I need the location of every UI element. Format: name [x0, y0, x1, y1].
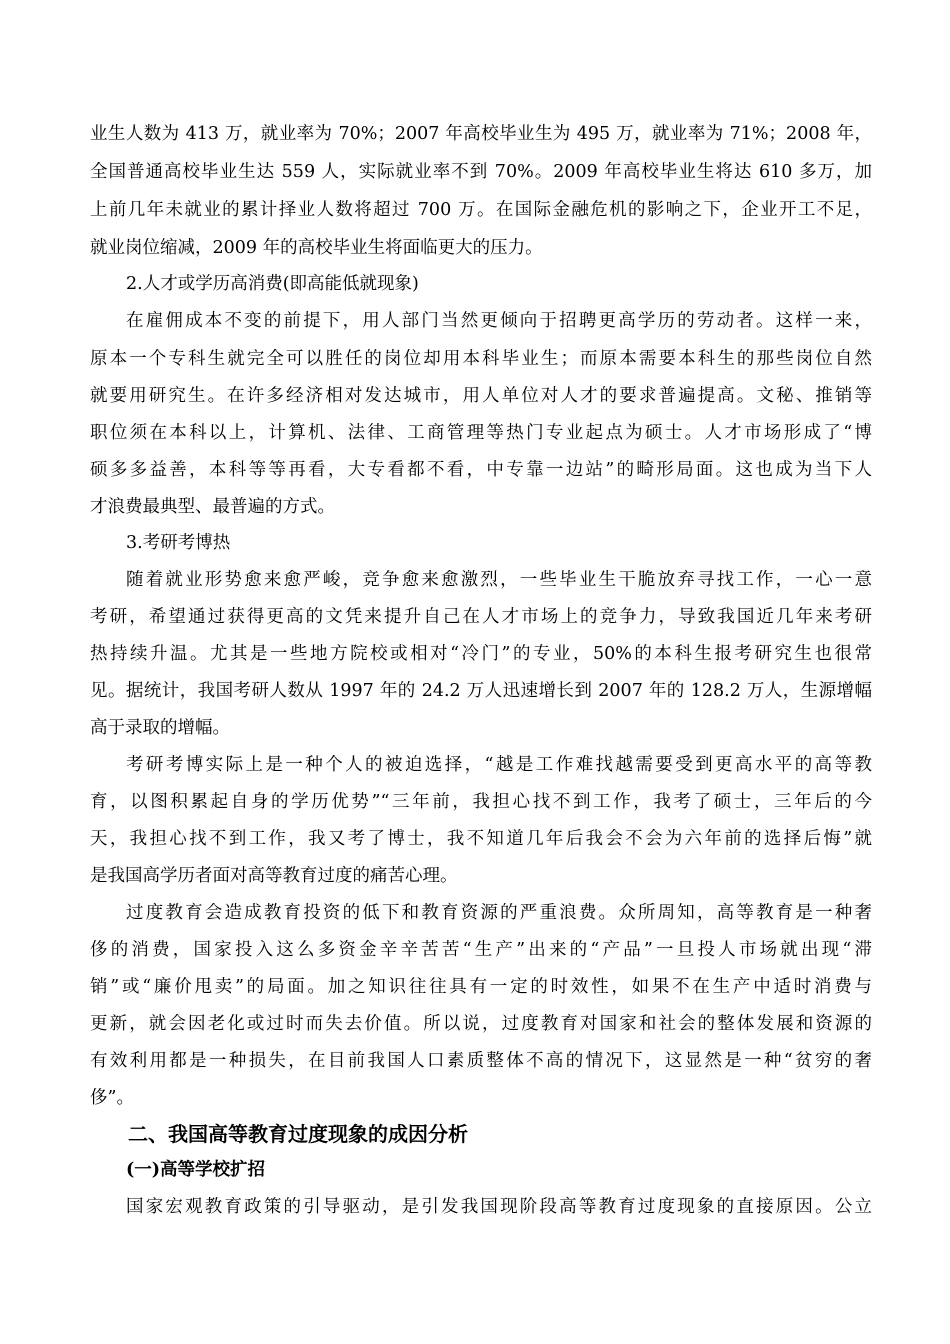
- paragraph-line: 育，以图积累起自身的学历优势”“三年前，我担心找不到工作，我考了硕士，三年后的今: [90, 792, 872, 812]
- paragraph-line: 全国普通高校毕业生达 559 人，实际就业率不到 70%。2009 年高校毕业生将达 610 多万，加: [90, 162, 872, 182]
- paragraph-line: 就业岗位缩减，2009 年的高校毕业生将面临更大的压力。: [90, 238, 543, 258]
- paragraph-line: 业生人数为 413 万，就业率为 70%；2007 年高校毕业生为 495 万，就业率为 71%；2008 年，: [90, 124, 872, 144]
- subsection-heading: (一)高等学校扩招: [126, 1160, 266, 1180]
- paragraph-line: 高于录取的增幅。: [90, 718, 230, 738]
- paragraph-line: 随着就业形势愈来愈严峻，竞争愈来愈激烈，一些毕业生干脆放弃寻找工作，一心一意: [126, 570, 872, 590]
- paragraph-line: 有效利用都是一种损失，在目前我国人口素质整体不高的情况下，这显然是一种“贫穷的奢: [90, 1051, 872, 1071]
- paragraph-line: 硕多多益善，本科等等再看，大专看都不看，中专靠一边站”的畸形局面。这也成为当下人: [90, 460, 872, 480]
- paragraph-line: 是我国高学历者面对高等教育过度的痛苦心理。: [90, 866, 458, 886]
- subheading-talent-overconsumption: 2.人才或学历高消费(即高能低就现象): [126, 274, 419, 294]
- paragraph-line: 考研考博实际上是一种个人的被迫选择，“越是工作难找越需要受到更高水平的高等教: [126, 755, 872, 775]
- paragraph-line: 就要用研究生。在许多经济相对发达城市，用人单位对人才的要求普遍提高。文秘、推销等: [90, 386, 872, 406]
- paragraph-line: 更新，就会因老化或过时而失去价值。所以说，过度教育对国家和社会的整体发展和资源的: [90, 1014, 872, 1034]
- paragraph-line: 热持续升温。尤其是一些地方院校或相对“冷门”的专业，50%的本科生报考研究生也很常: [90, 644, 872, 664]
- paragraph-line: 上前几年未就业的累计择业人数将超过 700 万。在国际金融危机的影响之下，企业开工不足，: [90, 200, 872, 220]
- paragraph-line: 考研，希望通过获得更高的文凭来提升自己在人才市场上的竞争力，导致我国近几年来考研: [90, 607, 872, 627]
- paragraph-line: 职位须在本科以上，计算机、法律、工商管理等热门专业起点为硕士。人才市场形成了“博: [90, 423, 872, 443]
- paragraph-line: 销”或“廉价甩卖”的局面。加之知识往往具有一定的时效性，如果不在生产中适时消费与: [90, 977, 872, 997]
- paragraph-line: 侈的消费，国家投入这么多资金辛辛苦苦“生产”出来的“产品”一旦投人市场就出现“滞: [90, 940, 872, 960]
- paragraph-line: 过度教育会造成教育投资的低下和教育资源的严重浪费。众所周知，高等教育是一种奢: [126, 903, 872, 923]
- section-heading: 二、我国高等教育过度现象的成因分析: [128, 1122, 468, 1146]
- paragraph-line: 天，我担心找不到工作，我又考了博士，我不知道几年后我会不会为六年前的选择后悔”就: [90, 829, 872, 849]
- paragraph-line: 侈”。: [90, 1088, 134, 1108]
- paragraph-line: 才浪费最典型、最普遍的方式。: [90, 497, 335, 517]
- subheading-postgrad-fever: 3.考研考博热: [126, 533, 231, 553]
- paragraph-line: 国家宏观教育政策的引导驱动，是引发我国现阶段高等教育过度现象的直接原因。公立: [126, 1197, 872, 1217]
- paragraph-line: 原本一个专科生就完全可以胜任的岗位却用本科毕业生；而原本需要本科生的那些岗位自然: [90, 349, 872, 369]
- paragraph-line: 见。据统计，我国考研人数从 1997 年的 24.2 万人迅速增长到 2007 年的 128.2 万人，生源增幅: [90, 681, 872, 701]
- paragraph-line: 在雇佣成本不变的前提下，用人部门当然更倾向于招聘更高学历的劳动者。这样一来，: [126, 311, 872, 331]
